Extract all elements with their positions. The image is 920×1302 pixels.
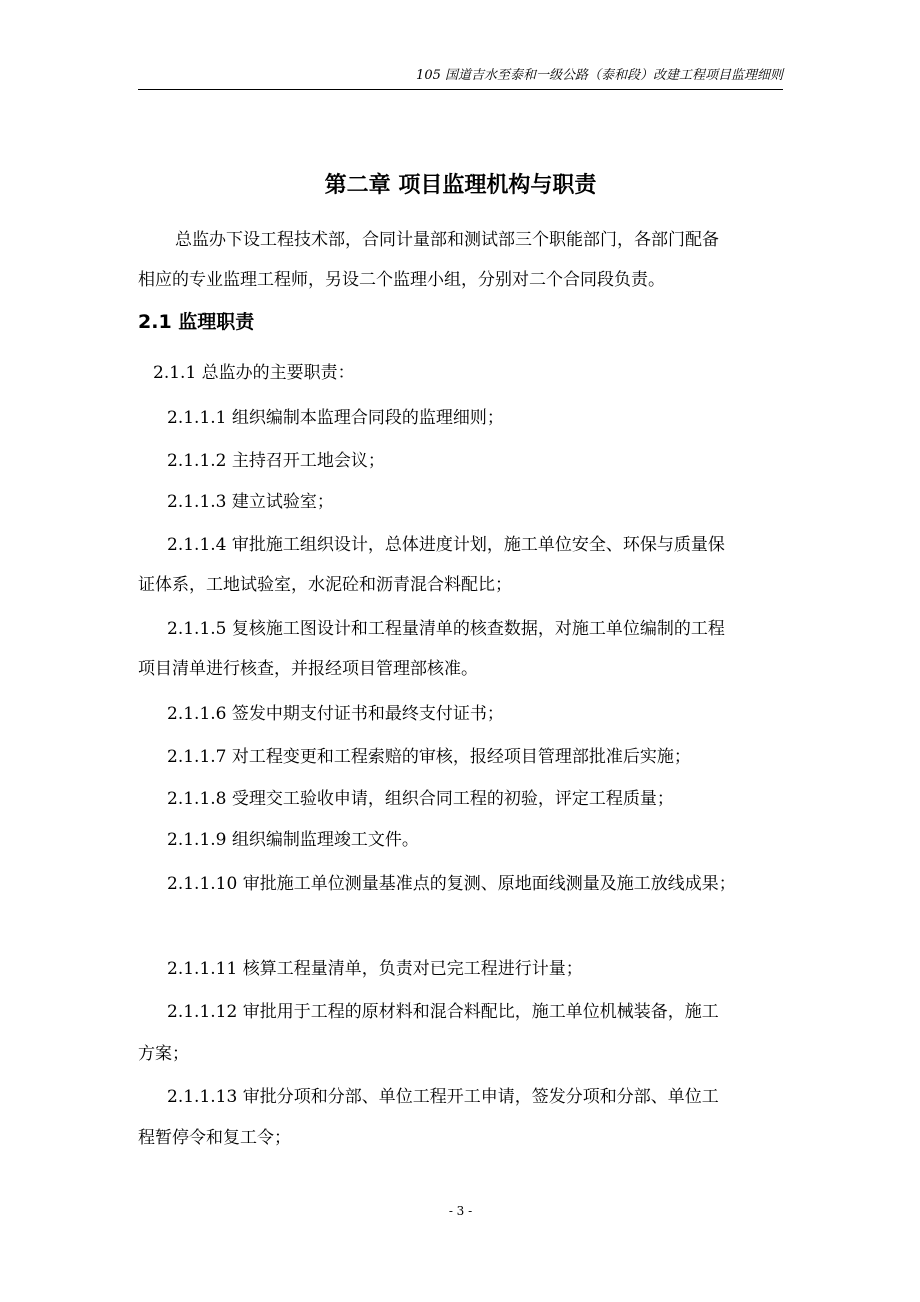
duty-item: 2.1.1.8 受理交工验收申请，组织合同工程的初验，评定工程质量； [167, 789, 674, 809]
duty-item-continuation: 证体系，工地试验室，水泥砼和沥青混合料配比； [138, 575, 512, 595]
duty-item: 2.1.1.1 组织编制本监理合同段的监理细则； [167, 408, 504, 428]
intro-paragraph-line: 相应的专业监理工程师，另设二个监理小组，分别对二个合同段负责。 [138, 270, 665, 290]
duty-item: 2.1.1.5 复核施工图设计和工程量清单的核查数据，对施工单位编制的工程 [167, 619, 725, 639]
duty-item-continuation: 项目清单进行核查，并报经项目管理部核准。 [138, 659, 478, 679]
duty-item-continuation: 方案； [138, 1044, 189, 1064]
subsection-title: 2.1.1 总监办的主要职责： [153, 363, 355, 383]
intro-paragraph-line: 总监办下设工程技术部，合同计量部和测试部三个职能部门，各部门配备 [175, 230, 719, 250]
duty-item-continuation: 程暂停令和复工令； [138, 1128, 291, 1148]
running-header-title: 105 国道吉水至泰和一级公路（泰和段）改建工程项目监理细则 [416, 68, 783, 83]
duty-item: 2.1.1.2 主持召开工地会议； [167, 451, 385, 471]
chapter-title: 第二章 项目监理机构与职责 [324, 172, 597, 198]
duty-item: 2.1.1.3 建立试验室； [167, 492, 334, 512]
duty-item: 2.1.1.10 审批施工单位测量基准点的复测、原地面线测量及施工放线成果； [167, 874, 736, 894]
duty-item: 2.1.1.6 签发中期支付证书和最终支付证书； [167, 704, 504, 724]
duty-item: 2.1.1.9 组织编制监理竣工文件。 [167, 830, 419, 850]
duty-item: 2.1.1.12 审批用于工程的原材料和混合料配比，施工单位机械装备，施工 [167, 1002, 719, 1022]
section-title: 2.1 监理职责 [138, 311, 255, 333]
duty-item: 2.1.1.13 审批分项和分部、单位工程开工申请，签发分项和分部、单位工 [167, 1087, 719, 1107]
duty-item: 2.1.1.4 审批施工组织设计，总体进度计划，施工单位安全、环保与质量保 [167, 535, 725, 555]
header-rule [138, 89, 783, 90]
page-number: - 3 - [448, 1204, 473, 1218]
duty-item: 2.1.1.11 核算工程量清单，负责对已完工程进行计量； [167, 959, 583, 979]
duty-item: 2.1.1.7 对工程变更和工程索赔的审核，报经项目管理部批准后实施； [167, 747, 691, 767]
